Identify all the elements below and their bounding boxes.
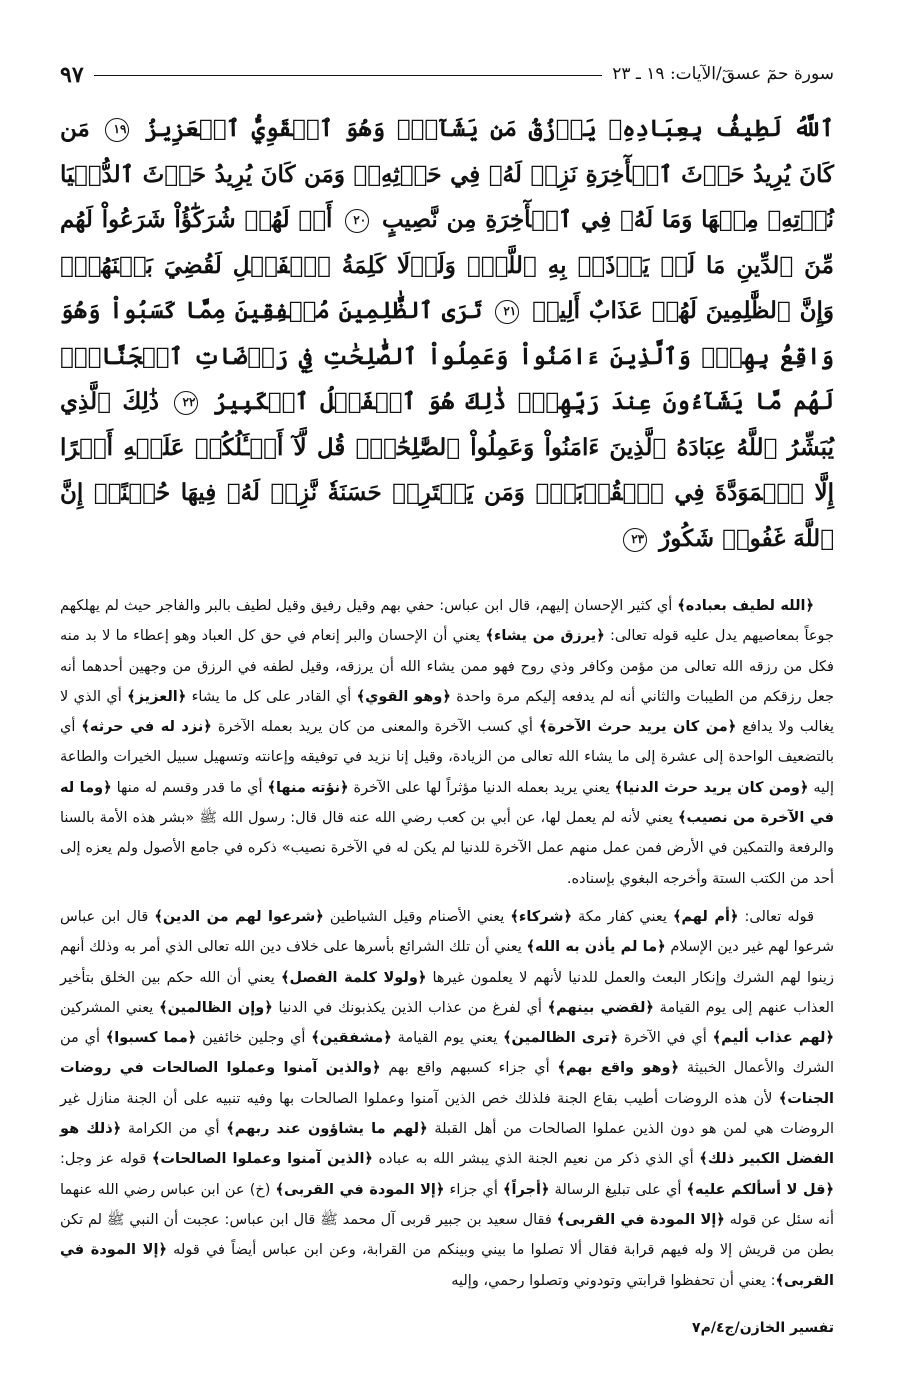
quoted-verse-phrase: ﴿مما كسبوا﴾ [105, 1030, 197, 1047]
quoted-verse-phrase: ﴿إلا المودة في القربى﴾ [60, 1242, 834, 1289]
verse-text: أَمۡ لَهُمۡ شُرَكَٰٓؤُاْ شَرَعُواْ لَهُم مِّنَ ٱلدِّينِ مَا لَمۡ يَأۡذَنۢ بِهِ ٱللَّهُۚ وَلَوۡلَا كَلِمَةُ ٱلۡفَصۡلِ لَقُضِيَ بَيۡنَهُمۡۗ وَإِنَّ ٱلظَّٰلِمِينَ لَهُمۡ عَذَابٌ أَلِيمٞ [60, 206, 834, 324]
quoted-verse-phrase: ﴿من كان يريد حرث الآخرة﴾ [538, 719, 737, 736]
commentary-text: يعني أن الإحسان والبر إنعام في حق كل العباد وهو إعطاء ما لا بد منه فكل من رزقه الله تعالى من مؤمن وكافر وذي روح فهو ممن يشاء الله أن يرزقه، وقيل لطفه في الرزق من وجهين أحدهما أنه جعل رزقكم من الطيبات والثاني أنه لم يدفعه إليكم مرة واحدة [60, 628, 834, 705]
commentary-text: يعني يريد بعمله الدنيا مؤثراً لها على الآخرة [348, 779, 615, 796]
verse-number-marker: ٢١ [495, 300, 519, 324]
verse-number-marker: ١٩ [105, 118, 129, 142]
verse-text: ٱللَّهُ لَطِيفُۢ بِعِبَادِهِۦ يَرۡزُقُ مَن يَشَآءُۖ وَهُوَ ٱلۡقَوِيُّ ٱلۡعَزِيزُ [145, 115, 834, 142]
commentary-text: أي في الآخرة [618, 1030, 713, 1047]
commentary-text: أي جزاء كسبهم واقع بهم [380, 1060, 558, 1077]
commentary-paragraph [60, 591, 834, 894]
quoted-verse-phrase: ﴿إلا المودة في القربى﴾ [275, 1181, 445, 1198]
verse-number-marker: ٢٣ [623, 528, 647, 552]
page-number: ٩٧ [60, 62, 84, 88]
quoted-verse-phrase: ﴿شركاء﴾ [510, 908, 572, 925]
quoted-verse-phrase: ﴿لهم ما يشاؤون عند ربهم﴾ [226, 1121, 428, 1138]
quoted-verse-phrase: ﴿وهو واقع بهم﴾ [557, 1060, 680, 1077]
commentary-text: يعني يوم القيامة [391, 1030, 504, 1047]
quoted-verse-phrase: ﴿أم لهم﴾ [672, 908, 739, 925]
commentary-text: قوله تعالى: [738, 908, 815, 925]
commentary-text: أي كثير الإحسان إليهم، قال ابن عباس: حفي بهم وقيل رفيق وقيل لطيف بالبر والفاجر حيث لم يهلكهم جوعاً بمعاصيهم يدل عليه قوله تعالى: [60, 598, 834, 645]
footer-reference: تفسير الخازن/ج٤/م٧ [692, 1320, 834, 1336]
verse-number-marker: ٢٠ [345, 209, 369, 233]
quoted-verse-phrase: ﴿العزيز﴾ [127, 688, 187, 705]
commentary-text: أي جزاء [444, 1181, 504, 1198]
commentary-text: أي لفرغ من عذاب الذين يكذبونك في الدنيا [272, 999, 548, 1016]
commentary-text: أي على تبليغ الرسالة [549, 1181, 687, 1198]
quoted-verse-phrase: ﴿أجراً﴾ [503, 1181, 550, 1198]
quoted-verse-phrase: ﴿ترى الظالمين﴾ [503, 1030, 619, 1047]
commentary-text: (خ) عن ابن عباس رضي الله عنهما أنه سئل عن قوله [60, 1181, 834, 1228]
commentary-text: يعني أن تلك الشرائع بأسرها على خلاف دين الله تعالى الذي أمر به وذلك أنهم زينوا لهم الشرك وإنكار البعث والعمل للدنيا لأنهم لا يعلمون غيرها [60, 939, 834, 986]
tafsir-commentary [60, 591, 834, 1296]
quoted-verse-phrase: ﴿ذلك هو الفضل الكبير ذلك﴾ [60, 1121, 835, 1168]
commentary-text: لأن هذه الروضات أطيب بقاع الجنة فلذلك خص الذين آمنوا وعملوا الصالحات بها وفيه تنبيه على أن الجنة منازل غير الروضات هي لمن هو دون الذين عملوا الصالحات من أهل القبلة [60, 1090, 835, 1138]
quoted-verse-phrase: ﴿الذين آمنوا وعملوا الصالحات﴾ [151, 1151, 373, 1168]
quoted-verse-phrase: ﴿والذين آمنوا وعملوا الصالحات في روضات الجنات﴾ [60, 1060, 834, 1107]
commentary-text: أي الذي لا يغالب ولا يدافع [60, 688, 834, 736]
commentary-text: يعني لأنه لم يعمل لها، عن أبي بن كعب رضي الله عنه قال قال: رسول الله ﷺ «بشر هذه الأمة بالسنا والرفعة والتمكين في الأرض فمن عمل منهم عمل الآخرة للدنيا لم يكن له في الآخرة نصيب» ذكره في جامع الأصول ولم يعزه إلى أحد من الكتب الستة وأخرجه البغوي بإسناده. [60, 810, 834, 887]
quoted-verse-phrase: ﴿الله لطيف بعباده﴾ [677, 598, 815, 614]
commentary-text: أي كسب الآخرة والمعنى من كان يريد بعمله الآخرة [211, 719, 539, 736]
quoted-verse-phrase: ﴿نؤته منها﴾ [267, 779, 349, 796]
commentary-text: فقال سعيد بن جبير قربى آل محمد ﷺ قال ابن عباس: عجبت أن النبي ﷺ لم تكن بطن من قريش إلا وله فيهم قرابة فقال ألا تصلوا ما بيني وبينكم من القرابة، وعن ابن عباس أيضاً في قوله [60, 1211, 834, 1259]
quoted-verse-phrase: ﴿إلا المودة في القربى﴾ [556, 1211, 725, 1228]
quoted-verse-phrase: ﴿ولولا كلمة الفصل﴾ [280, 969, 427, 986]
quoted-verse-phrase: ﴿وإن الظالمين﴾ [159, 999, 273, 1016]
commentary-text: يعني كفار مكة [571, 908, 673, 925]
quoted-verse-phrase: ﴿لقضي بينهم﴾ [547, 999, 654, 1016]
commentary-text: قال ابن عباس شرعوا لهم غير دين الإسلام [60, 908, 835, 956]
running-header [60, 48, 834, 88]
commentary-text: أي من الكرامة [121, 1121, 227, 1138]
commentary-text: أي الذي ذكر من نعيم الجنة الذي يبشر الله به عباده [372, 1151, 700, 1168]
quoted-verse-phrase: ﴿شرعوا لهم من الدين﴾ [154, 908, 324, 925]
quoted-verse-phrase: ﴿وهو القوي﴾ [356, 688, 451, 705]
running-title: سورة حمٓ عسقٓ/الآيات: ١٩ ـ ٢٣ [612, 64, 834, 84]
quran-verses-block [60, 106, 834, 561]
commentary-text: أي من الشرك والأعمال الخبيثة [60, 1030, 834, 1077]
commentary-text: قوله عز وجل: [60, 1151, 152, 1168]
quoted-verse-phrase: ﴿يرزق من يشاء﴾ [485, 628, 605, 645]
quoted-verse-phrase: ﴿ومن كان يريد حرث الدنيا﴾ [614, 779, 809, 796]
commentary-text: أي ما قدر وقسم له منها [111, 779, 268, 796]
verse-text: تَرَى ٱلظَّٰلِمِينَ مُشۡفِقِينَ مِمَّا كَسَبُواْ وَهُوَ وَاقِعُۢ بِهِمۡۗ وَٱلَّذِينَ ءَامَنُواْ وَعَمِلُواْ ٱلصَّٰلِحَٰتِ فِي رَوۡضَاتِ ٱلۡجَنَّاتِۖ لَهُم مَّا يَشَآءُونَ عِندَ رَبِّهِمۡۚ ذَٰلِكَ هُوَ ٱلۡفَضۡلُ ٱلۡكَبِيرُ [60, 297, 834, 415]
commentary-text: أي بالتضعيف الواحدة إلى عشرة إلى ما يشاء الله تعالى من الزيادة، وقيل إنا نزيد في توفيقه وإعانته وتسهيل سبيل الخيرات والطاعة إليه [60, 719, 835, 796]
quoted-verse-phrase: ﴿نزد له في حرثه﴾ [81, 719, 212, 736]
commentary-text: أي وجلين خائفين [196, 1030, 312, 1047]
verse-text: مَن كَانَ يُرِيدُ حَرۡثَ ٱلۡأٓخِرَةِ نَزِدۡ لَهُۥ فِي حَرۡثِهِۦۖ وَمَن كَانَ يُرِيدُ حَرۡثَ ٱلدُّنۡيَا نُؤۡتِهِۦ مِنۡهَا وَمَا لَهُۥ فِي ٱلۡأٓخِرَةِ مِن نَّصِيبٍ [60, 115, 834, 233]
quoted-verse-phrase: ﴿وما له في الآخرة من نصيب﴾ [60, 779, 834, 827]
quoted-verse-phrase: ﴿قل لا أسألكم عليه﴾ [686, 1181, 834, 1198]
quoted-verse-phrase: ﴿ما لم يأذن به الله﴾ [526, 939, 666, 956]
commentary-paragraph [60, 902, 834, 1296]
commentary-text: : يعني أن تحفظوا قرابتي وتودوني وتصلوا رحمي، وإليه [451, 1272, 776, 1289]
commentary-text: أي القادر على كل ما يشاء [186, 688, 357, 705]
quoted-verse-phrase: ﴿لهم عذاب أليم﴾ [712, 1030, 834, 1047]
commentary-text: يعني المشركين [60, 999, 160, 1016]
header-rule [94, 75, 603, 76]
commentary-text: يعني أن الله حكم بين الخلق بتأخير العذاب عنهم إلى يوم القيامة [60, 969, 834, 1016]
commentary-text: يعني الأصنام وقيل الشياطين [323, 908, 511, 925]
verse-number-marker: ٢٢ [174, 391, 198, 415]
quoted-verse-phrase: ﴿مشفقين﴾ [311, 1030, 392, 1047]
verse-text: ذَٰلِكَ ٱلَّذِي يُبَشِّرُ ٱللَّهُ عِبَادَهُ ٱلَّذِينَ ءَامَنُواْ وَعَمِلُواْ ٱلصَّٰلِحَٰتِۗ قُل لَّآ أَسۡـَٔلُكُمۡ عَلَيۡهِ أَجۡرًا إِلَّا ٱلۡمَوَدَّةَ فِي ٱلۡقُرۡبَىٰۗ وَمَن يَقۡتَرِفۡ حَسَنَةٗ نَّزِدۡ لَهُۥ فِيهَا حُسۡنًاۚ إِنَّ ٱللَّهَ غَفُورٞ شَكُورٌ [60, 388, 834, 552]
